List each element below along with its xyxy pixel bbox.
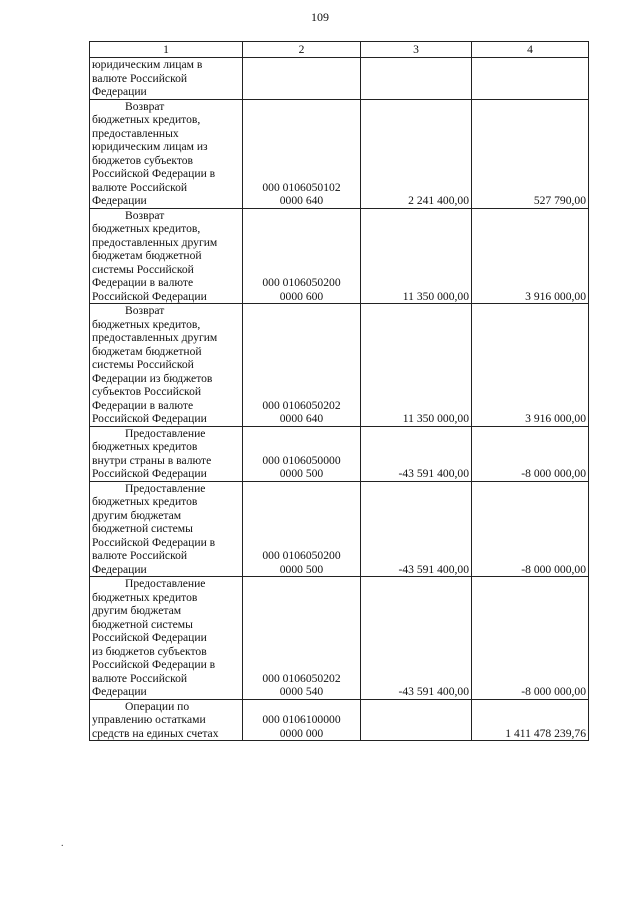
description-line: бюджетам бюджетной (92, 344, 202, 358)
header-cell-3: 3 (361, 42, 472, 58)
table-row (90, 304, 589, 427)
description-line: Возврат (125, 208, 165, 222)
table-header-row (90, 42, 589, 58)
description-line: Федерации из бюджетов (92, 371, 213, 385)
amount-col4-cell: 1 411 478 239,76 (472, 699, 589, 741)
budget-code-line: 000 0106050200 (262, 276, 341, 289)
description-line: бюджетных кредитов (92, 590, 198, 604)
description-line: Федерации в валюте (92, 276, 194, 289)
amount-col3-cell: -43 591 400,00 (361, 481, 472, 577)
description-line: бюджетных кредитов, (92, 317, 201, 331)
amount-col3-cell (361, 699, 472, 741)
amount-col4-cell (472, 58, 589, 100)
description-line: управлению остатками (92, 713, 206, 726)
budget-code-line: 0000 500 (279, 562, 324, 576)
budget-code-line: 000 0106050102 (262, 180, 341, 194)
budget-code-line: 0000 540 (279, 685, 324, 698)
description-line: Предоставление (125, 577, 206, 590)
budget-code-cell (243, 426, 361, 481)
budget-code-cell (243, 481, 361, 577)
description-line: валюте Российской (92, 71, 188, 85)
description-line: Российской Федерации (92, 631, 207, 644)
table-body (90, 42, 589, 741)
budget-code-cell (243, 208, 361, 304)
amount-col3-cell: 11 350 000,00 (361, 304, 472, 427)
budget-code-cell (243, 699, 361, 741)
amount-col4-cell: 3 916 000,00 (472, 304, 589, 427)
budget-code-line: 000 0106100000 (262, 713, 341, 726)
description-line: предоставленных другим (92, 331, 218, 344)
description-line: бюджетных кредитов (92, 440, 198, 453)
budget-code-line: 000 0106050202 (262, 398, 341, 412)
budget-code-line: 0000 640 (279, 412, 324, 425)
description-line: Федерации (92, 562, 147, 576)
table-row (90, 577, 589, 700)
description-line: Возврат (125, 304, 165, 317)
amount-col3-cell: 2 241 400,00 (361, 99, 472, 208)
description-line: Российской Федерации в (92, 658, 216, 671)
description-line: предоставленных другим (92, 235, 218, 249)
description-line: средств на единых счетах (92, 726, 219, 740)
description-line: валюте Российской (92, 549, 188, 562)
amount-col3-cell (361, 58, 472, 100)
description-line: Операции по (125, 699, 190, 713)
description-cell (90, 577, 243, 700)
description-line: валюте Российской (92, 671, 188, 685)
description-line: валюте Российской (92, 180, 188, 194)
description-cell (90, 481, 243, 577)
description-cell (90, 208, 243, 304)
budget-code-cell (243, 99, 361, 208)
description-cell (90, 426, 243, 481)
budget-code-line: 0000 600 (279, 289, 324, 303)
table-row (90, 481, 589, 577)
budget-code-line: 0000 000 (279, 726, 324, 740)
description-line: Российской Федерации в (92, 167, 216, 180)
budget-code-cell (243, 304, 361, 427)
description-cell (90, 99, 243, 208)
description-cell (90, 304, 243, 427)
description-line: Российской Федерации (92, 289, 207, 303)
description-cell (90, 58, 243, 100)
description-line: другим бюджетам (92, 604, 182, 617)
table-row (90, 58, 589, 100)
description-line: Российской Федерации (92, 412, 207, 425)
description-line: юридическим лицам в (92, 58, 203, 71)
stray-mark: . (61, 838, 64, 849)
description-line: Российской Федерации в (92, 535, 216, 549)
description-line: Российской Федерации (92, 467, 207, 480)
description-line: системы Российской (92, 262, 194, 276)
table-row (90, 699, 589, 741)
amount-col4-cell: -8 000 000,00 (472, 426, 589, 481)
description-line: Возврат (125, 99, 165, 113)
description-line: из бюджетов субъектов (92, 644, 207, 658)
amount-col3-cell: -43 591 400,00 (361, 426, 472, 481)
budget-code-line: 0000 640 (279, 194, 324, 207)
amount-col3-cell: 11 350 000,00 (361, 208, 472, 304)
amount-col4-cell: -8 000 000,00 (472, 577, 589, 700)
table-row (90, 426, 589, 481)
description-line: бюджетной системы (92, 617, 193, 631)
amount-col3-cell: -43 591 400,00 (361, 577, 472, 700)
description-line: внутри страны в валюте (92, 453, 212, 467)
description-cell (90, 699, 243, 741)
description-line: бюджетных кредитов (92, 495, 198, 508)
description-line: Федерации (92, 85, 147, 98)
budget-code-line: 0000 500 (279, 467, 324, 480)
header-cell-4: 4 (472, 42, 589, 58)
budget-code-line: 000 0106050000 (262, 453, 341, 467)
description-line: бюджетам бюджетной (92, 249, 202, 262)
budget-code-line: 000 0106050200 (262, 549, 341, 562)
description-line: Предоставление (125, 426, 206, 440)
description-line: юридическим лицам из (92, 140, 208, 153)
amount-col4-cell: 527 790,00 (472, 99, 589, 208)
header-cell-2: 2 (243, 42, 361, 58)
budget-sources-table (89, 41, 589, 741)
description-line: субъектов Российской (92, 385, 202, 398)
description-line: бюджетных кредитов, (92, 113, 201, 126)
table-row (90, 99, 589, 208)
description-line: Федерации в валюте (92, 398, 194, 412)
description-line: бюджетов субъектов (92, 153, 194, 167)
budget-code-cell (243, 577, 361, 700)
amount-col4-cell: 3 916 000,00 (472, 208, 589, 304)
budget-code-cell (243, 58, 361, 100)
description-line: Федерации (92, 194, 147, 207)
header-cell-1: 1 (90, 42, 243, 58)
description-line: Предоставление (125, 481, 206, 495)
budget-code-line: 000 0106050202 (262, 671, 341, 685)
description-line: Федерации (92, 685, 147, 698)
description-line: системы Российской (92, 358, 194, 371)
description-line: бюджетной системы (92, 522, 193, 535)
table-row (90, 208, 589, 304)
description-line: бюджетных кредитов, (92, 222, 201, 235)
amount-col4-cell: -8 000 000,00 (472, 481, 589, 577)
description-line: предоставленных (92, 126, 179, 140)
description-line: другим бюджетам (92, 508, 182, 522)
page-number: 109 (311, 10, 329, 24)
